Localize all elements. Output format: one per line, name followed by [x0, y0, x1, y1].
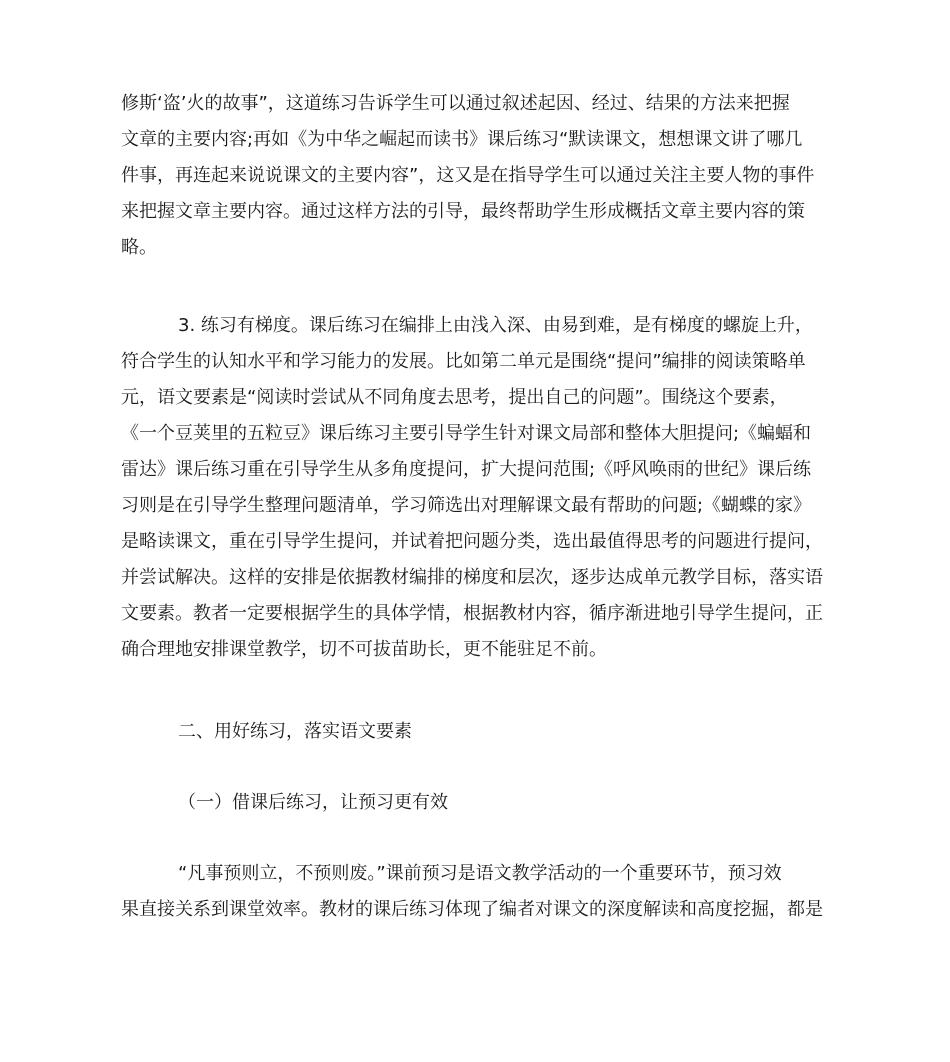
paragraph-line: 元，语文要素是“阅读时尝试从不同角度去思考，提出自己的问题”。围绕这个要素，	[121, 387, 788, 408]
paragraph-line: 确合理地安排课堂教学，切不可拔苗助长，更不能驻足不前。	[121, 639, 607, 660]
paragraph-line: 并尝试解决。这样的安排是依据教材编排的梯度和层次，逐步达成单元教学目标，落实语	[121, 567, 823, 588]
paragraph-line: 雷达》课后练习重在引导学生从多角度提问，扩大提问范围;《呼风唤雨的世纪》课后练	[121, 459, 812, 480]
paragraph-line: 略。	[121, 237, 157, 258]
paragraph-story-strategy	[121, 86, 851, 266]
paragraph-line: 《一个豆荚里的五粒豆》课后练习主要引导学生针对课文局部和整体大胆提问;《蝙蝠和	[121, 423, 812, 444]
section-heading	[121, 714, 851, 750]
paragraph-line: 文章的主要内容;再如《为中华之崛起而读书》课后练习“默读课文，想想课文讲了哪几	[121, 129, 803, 150]
paragraph-line: 修斯‘盗’火的故事”，这道练习告诉学生可以通过叙述起因、经过、结果的方法来把握	[121, 93, 790, 114]
paragraph-preview	[121, 856, 851, 928]
paragraph-first-line: “凡事预则立，不预则废。”课前预习是语文教学活动的一个重要环节，预习效	[178, 863, 782, 884]
paragraph-line: 果直接关系到课堂效率。教材的课后练习体现了编者对课文的深度解读和高度挖掘，都是	[121, 899, 823, 920]
heading-text: 二、用好练习，落实语文要素	[178, 721, 412, 742]
subsection-heading	[121, 785, 851, 821]
subheading-text: （一）借课后练习，让预习更有效	[178, 792, 448, 813]
paragraph-line: 是略读课文，重在引导学生提问，并试着把问题分类，选出最值得思考的问题进行提问，	[121, 531, 823, 552]
paragraph-first-line: 3. 练习有梯度。课后练习在编排上由浅入深、由易到难，是有梯度的螺旋上升，	[178, 315, 813, 336]
paragraph-line: 习则是在引导学生整理问题清单，学习筛选出对理解课文最有帮助的问题;《蝴蝶的家》	[121, 495, 812, 516]
paragraph-line: 文要素。教者一定要根据学生的具体学情，根据教材内容，循序渐进地引导学生提问，正	[121, 603, 823, 624]
paragraph-gradient-exercises	[121, 308, 851, 668]
paragraph-line: 符合学生的认知水平和学习能力的发展。比如第二单元是围绕“提问”编排的阅读策略单	[121, 351, 806, 372]
paragraph-line: 件事，再连起来说说课文的主要内容”，这又是在指导学生可以通过关注主要人物的事件	[121, 165, 815, 186]
paragraph-line: 来把握文章主要内容。通过这样方法的引导，最终帮助学生形成概括文章主要内容的策	[121, 201, 805, 222]
